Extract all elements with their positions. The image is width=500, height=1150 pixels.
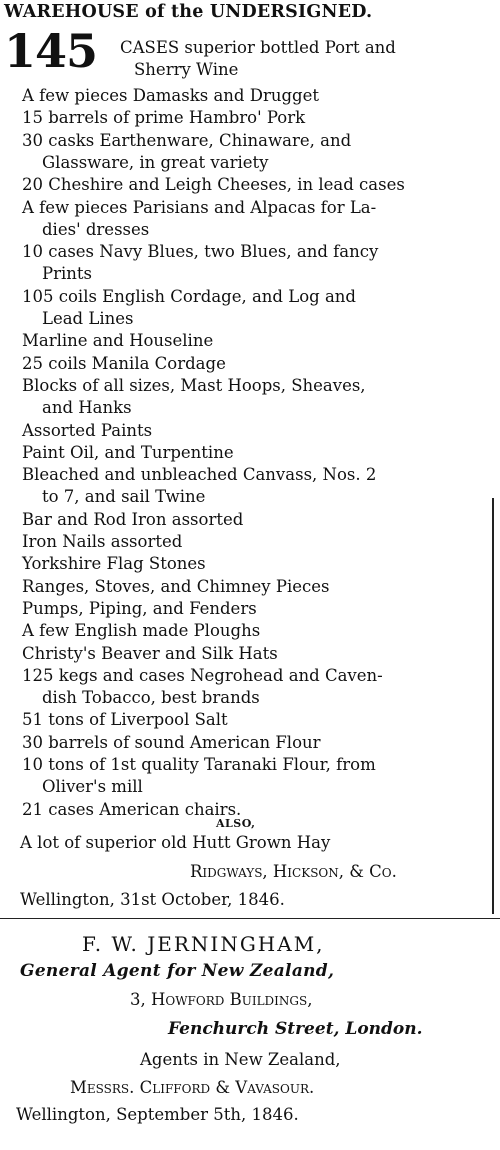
- list-item: 125 kegs and cases Negrohead and Caven-: [22, 666, 383, 685]
- list-item: Marline and Houseline: [22, 331, 214, 350]
- hay-item: A lot of superior old Hutt Grown Hay: [20, 833, 331, 852]
- address-line-2: Fenchurch Street, London.: [168, 1019, 423, 1039]
- agents-nz-line: Agents in New Zealand,: [140, 1050, 341, 1069]
- list-item: Assorted Paints: [22, 421, 153, 440]
- column-divider: [492, 498, 494, 914]
- messrs-line: Messrs. Clifford & Vavasour.: [70, 1078, 315, 1097]
- list-item: 25 coils Manila Cordage: [22, 354, 226, 373]
- list-item-continuation: and Hanks: [42, 398, 132, 417]
- list-item: Bleached and unbleached Canvass, Nos. 2: [22, 465, 377, 484]
- list-item-continuation: Oliver's mill: [42, 777, 143, 796]
- list-item: Iron Nails assorted: [22, 532, 183, 551]
- big-number-145: 145: [4, 24, 98, 78]
- list-item: 10 tons of 1st quality Taranaki Flour, from: [22, 755, 376, 774]
- merchant-signature: Ridgways, Hickson, & Co.: [190, 862, 397, 881]
- first-item-line-b: Sherry Wine: [134, 60, 239, 79]
- list-item: Ranges, Stoves, and Chimney Pieces: [22, 577, 330, 596]
- list-item-continuation: Glassware, in great variety: [42, 153, 269, 172]
- warehouse-heading: WAREHOUSE of the UNDERSIGNED.: [4, 2, 373, 22]
- list-item-continuation: dies' dresses: [42, 220, 150, 239]
- list-item: Christy's Beaver and Silk Hats: [22, 644, 278, 663]
- list-item-continuation: to 7, and sail Twine: [42, 487, 206, 506]
- list-item: 20 Cheshire and Leigh Cheeses, in lead cases: [22, 175, 405, 194]
- date-line-1: Wellington, 31st October, 1846.: [20, 890, 285, 909]
- list-item: 51 tons of Liverpool Salt: [22, 710, 228, 729]
- first-item-line-a: CASES superior bottled Port and: [120, 38, 396, 57]
- list-item: A few pieces Damasks and Drugget: [22, 86, 319, 105]
- list-item: 15 barrels of prime Hambro' Pork: [22, 108, 306, 127]
- list-item: 30 barrels of sound American Flour: [22, 733, 321, 752]
- list-item: Paint Oil, and Turpentine: [22, 443, 234, 462]
- list-item: 105 coils English Cordage, and Log and: [22, 287, 356, 306]
- list-item-continuation: Lead Lines: [42, 309, 134, 328]
- list-item: 10 cases Navy Blues, two Blues, and fancy: [22, 242, 379, 261]
- list-item: A few English made Ploughs: [22, 621, 261, 640]
- list-item: 21 cases American chairs.: [22, 800, 242, 819]
- list-item-continuation: Prints: [42, 264, 92, 283]
- address-line-1: 3, Howford Buildings,: [130, 990, 313, 1009]
- agent-name: F. W. JERNINGHAM,: [82, 932, 325, 956]
- list-item: 30 casks Earthenware, Chinaware, and: [22, 131, 352, 150]
- agent-title: General Agent for New Zealand,: [20, 961, 335, 981]
- also-label: ALSO,: [216, 817, 256, 830]
- list-item: Pumps, Piping, and Fenders: [22, 599, 257, 618]
- list-item: Blocks of all sizes, Mast Hoops, Sheaves,: [22, 376, 366, 395]
- section-divider: [0, 918, 500, 919]
- list-item-continuation: dish Tobacco, best brands: [42, 688, 260, 707]
- list-item: Bar and Rod Iron assorted: [22, 510, 244, 529]
- date-line-2: Wellington, September 5th, 1846.: [16, 1105, 299, 1124]
- list-item: Yorkshire Flag Stones: [22, 554, 206, 573]
- list-item: A few pieces Parisians and Alpacas for La-: [22, 198, 377, 217]
